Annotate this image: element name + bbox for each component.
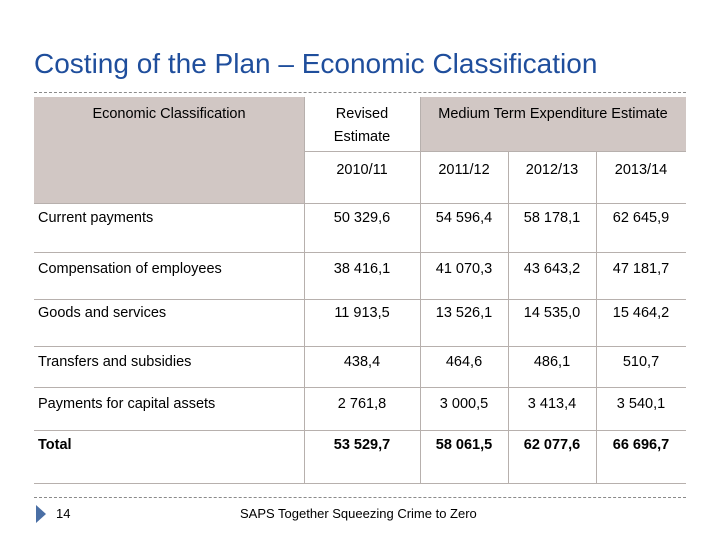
table-cell: 58 178,1: [523, 210, 581, 226]
table-cell: 3 413,4: [527, 396, 577, 412]
grid-line: [34, 430, 686, 431]
table-cell: 41 070,3: [435, 261, 493, 277]
table-cell: 15 464,2: [612, 305, 670, 321]
header-year-2013-14: 2013/14: [614, 162, 668, 178]
row-label: Compensation of employees: [38, 261, 222, 277]
header-economic-classification: Economic Classification: [92, 106, 246, 122]
table-cell: 58 061,5: [435, 437, 493, 453]
row-label: Goods and services: [38, 305, 167, 321]
table-cell: 50 329,6: [333, 210, 391, 226]
table-cell: 438,4: [343, 354, 381, 370]
table-cell: 66 696,7: [612, 437, 670, 453]
grid-line: [34, 483, 686, 484]
title-divider: [34, 92, 686, 93]
header-revised-line1: Revised: [335, 106, 389, 122]
grid-line: [304, 151, 686, 152]
row-label: Current payments: [38, 210, 154, 226]
table-cell: 464,6: [445, 354, 483, 370]
header-year-2011-12: 2011/12: [438, 162, 490, 178]
grid-line: [34, 346, 686, 347]
header-year-2010-11: 2010/11: [336, 162, 388, 178]
table-cell: 3 000,5: [439, 396, 489, 412]
table-cell: 14 535,0: [523, 305, 581, 321]
table-cell: 54 596,4: [435, 210, 493, 226]
footer-divider: [34, 497, 686, 498]
grid-line: [304, 97, 305, 483]
header-revised-line2: Estimate: [333, 129, 391, 145]
table-cell: 2 761,8: [337, 396, 387, 412]
grid-line: [34, 387, 686, 388]
table-cell: 11 913,5: [334, 305, 390, 321]
grid-line: [34, 203, 686, 204]
slide-title: Costing of the Plan – Economic Classification: [34, 48, 598, 79]
table-cell: 486,1: [533, 354, 571, 370]
table-cell: 53 529,7: [333, 437, 391, 453]
grid-line: [34, 252, 686, 253]
footer-slogan: SAPS Together Squeezing Crime to Zero: [240, 506, 477, 521]
page-arrow-icon: [36, 505, 46, 523]
row-label: Transfers and subsidies: [38, 354, 192, 370]
row-label: Total: [38, 437, 72, 453]
header-year-2012-13: 2012/13: [525, 162, 579, 178]
page-number: 14: [56, 506, 71, 521]
grid-line: [420, 97, 421, 483]
row-label: Payments for capital assets: [38, 396, 216, 412]
table-cell: 3 540,1: [616, 396, 666, 412]
grid-line: [34, 299, 686, 300]
table-cell: 510,7: [622, 354, 660, 370]
table-cell: 62 645,9: [612, 210, 670, 226]
table-cell: 38 416,1: [333, 261, 391, 277]
table-cell: 13 526,1: [435, 305, 493, 321]
table-cell: 47 181,7: [612, 261, 670, 277]
table-cell: 62 077,6: [523, 437, 581, 453]
header-mtef: Medium Term Expenditure Estimate: [438, 106, 668, 122]
table-cell: 43 643,2: [523, 261, 581, 277]
